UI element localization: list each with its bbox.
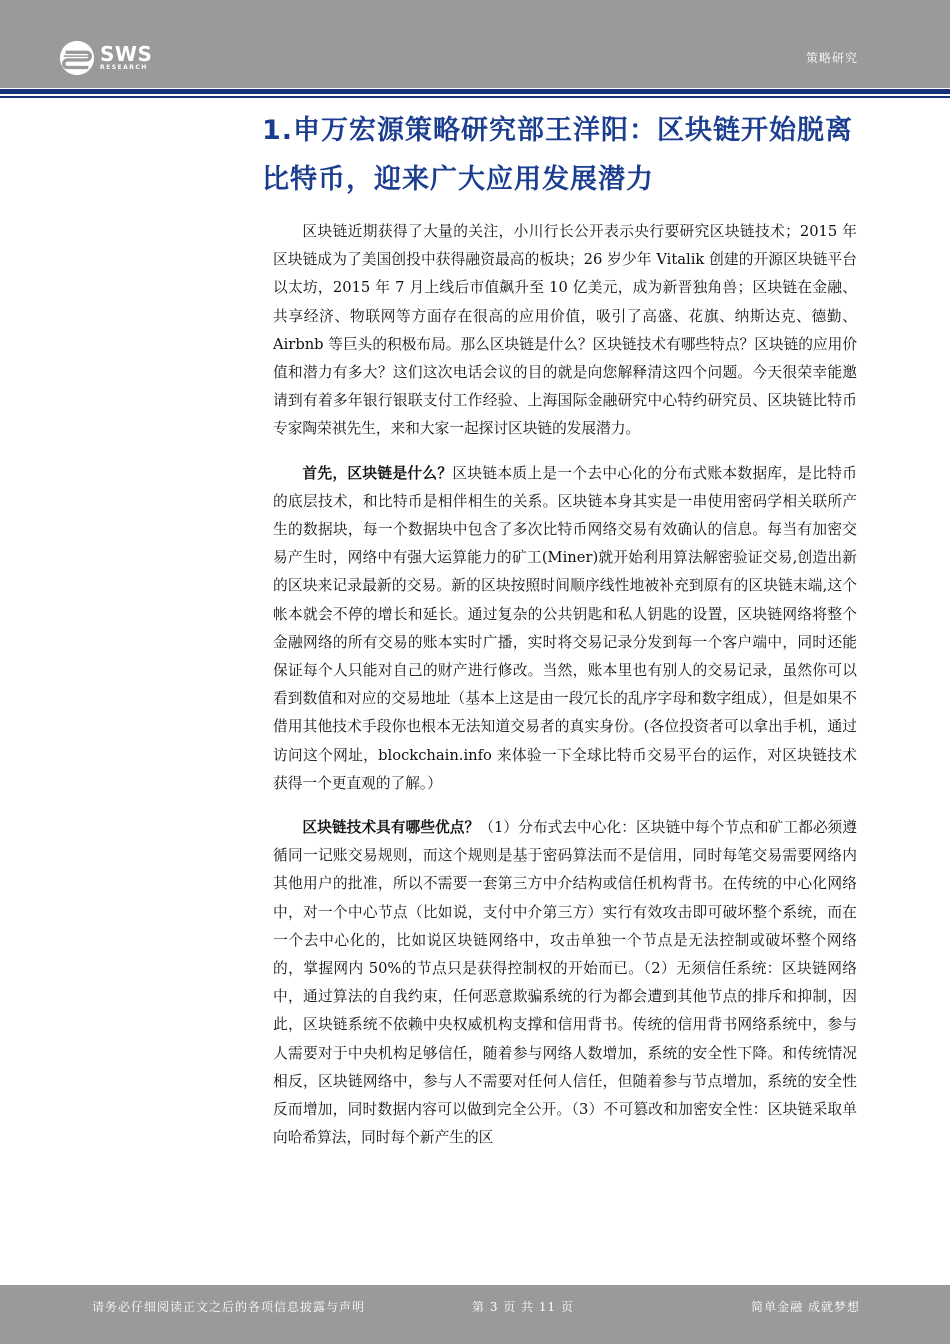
paragraph bbox=[273, 460, 857, 798]
page-footer bbox=[0, 1285, 950, 1344]
page-number: 第 3 页 共 11 页 bbox=[472, 1300, 574, 1314]
header-rule-thick bbox=[0, 89, 950, 94]
footer-slogan: 简单金融 成就梦想 bbox=[751, 1300, 860, 1314]
page-header bbox=[0, 0, 950, 88]
article-title: 1.申万宏源策略研究部王洋阳：区块链开始脱离比特币，迎来广大应用发展潜力 bbox=[262, 115, 854, 195]
sws-logo bbox=[58, 36, 152, 80]
logo-sub-text: RESEARCH bbox=[100, 64, 148, 71]
paragraph bbox=[273, 218, 857, 444]
paragraph bbox=[273, 814, 857, 1152]
article-body bbox=[273, 218, 857, 1169]
paragraph-text: （1）分布式去中心化：区块链中每个节点和矿工都必须遵循同一记账交易规则，而这个规则是基于密码算法而不是信用，同时每笔交易需要网络内其他用户的批准，所以不需要一套第三方中介结构或信任机构背书。在传统的中心化网络中，对一个中心节点（比如说，支付中介第三方）实行有效攻击即可破坏整个系统，而在一个去中心化的，比如说区块链网络中，攻击单独一个节点是无法控制或破坏整个网络的，掌握网内 50%的节点只是获得控制权的开始而已。（2）无须信任系统：区块链网络中，通过算法的自我约束，任何恶意欺骗系统的行为都会遭到其他节点的排斥和抑制，因此，区块链系统不依赖中央权威机构支撑和信用背书。传统的信用背书网络系统中，参与人需要对于中央机构足够信任，随着参与网络人数增加，系统的安全性下降。和传统情况相反，区块链网络中，参与人不需要对任何人信任，但随着参与节点增加，系统的安全性反而增加，同时数据内容可以做到完全公开。（3）不可篡改和加密安全性：区块链采取单向哈希算法，同时每个新产生的区 bbox=[273, 819, 857, 1147]
sws-logo-icon bbox=[58, 39, 96, 77]
paragraph-text: 区块链近期获得了大量的关注，小川行长公开表示央行要研究区块链技术；2015 年区块链成为了美国创投中获得融资最高的板块；26 岁少年 Vitalik 创建的开源区块链平台以太坊，2015 年 7 月上线后市值飙升至 10 亿美元，成为新晋独角兽；区块链在金融、共享经济、物联网等方面存在很高的应用价值，吸引了高盛、花旗、纳斯达克、德勤、Airbnb 等巨头的积极布局。那么区块链是什么？区块链技术有哪些特点？区块链的应用价值和潜力有多大？这们这次电话会议的目的就是向您解释清这四个问题。今天很荣幸能邀请到有着多年银行银联支付工作经验、上海国际金融研究中心特约研究员、区块链比特币专家陶荣祺先生，来和大家一起探讨区块链的发展潜力。 bbox=[273, 223, 858, 438]
footer-disclaimer: 请务必仔细阅读正文之后的各项信息披露与声明 bbox=[92, 1300, 366, 1314]
section-label: 策略研究 bbox=[805, 51, 858, 65]
header-rule-thin bbox=[0, 96, 950, 98]
paragraph-text: 区块链本质上是一个去中心化的分布式账本数据库，是比特币的底层技术，和比特币是相伴相生的关系。区块链本身其实是一串使用密码学相关联所产生的数据块，每一个数据块中包含了多次比特币网络交易有效确认的信息。每当有加密交易产生时，网络中有强大运算能力的矿工(Miner)就开始利用算法解密验证交易,创造出新的区块来记录最新的交易。新的区块按照时间顺序线性地被补充到原有的区块链末端,这个帐本就会不停的增长和延长。通过复杂的公共钥匙和私人钥匙的设置，区块链网络将整个金融网络的所有交易的账本实时广播，实时将交易记录分发到每一个客户端中，同时还能保证每个人只能对自己的财产进行修改。当然，账本里也有别人的交易记录，虽然你可以看到数值和对应的交易地址（基本上这是由一段冗长的乱序字母和数字组成），但是如果不借用其他技术手段你也根本无法知道交易者的真实身份。(各位投资者可以拿出手机，通过访问这个网址，blockchain.info 来体验一下全球比特币交易平台的运作，对区块链技术获得一个更直观的了解。） bbox=[273, 464, 857, 792]
logo-main-text: SWS bbox=[100, 42, 153, 66]
paragraph-lead: 首先，区块链是什么？ bbox=[302, 464, 453, 482]
paragraph-lead: 区块链技术具有哪些优点？ bbox=[302, 819, 480, 837]
